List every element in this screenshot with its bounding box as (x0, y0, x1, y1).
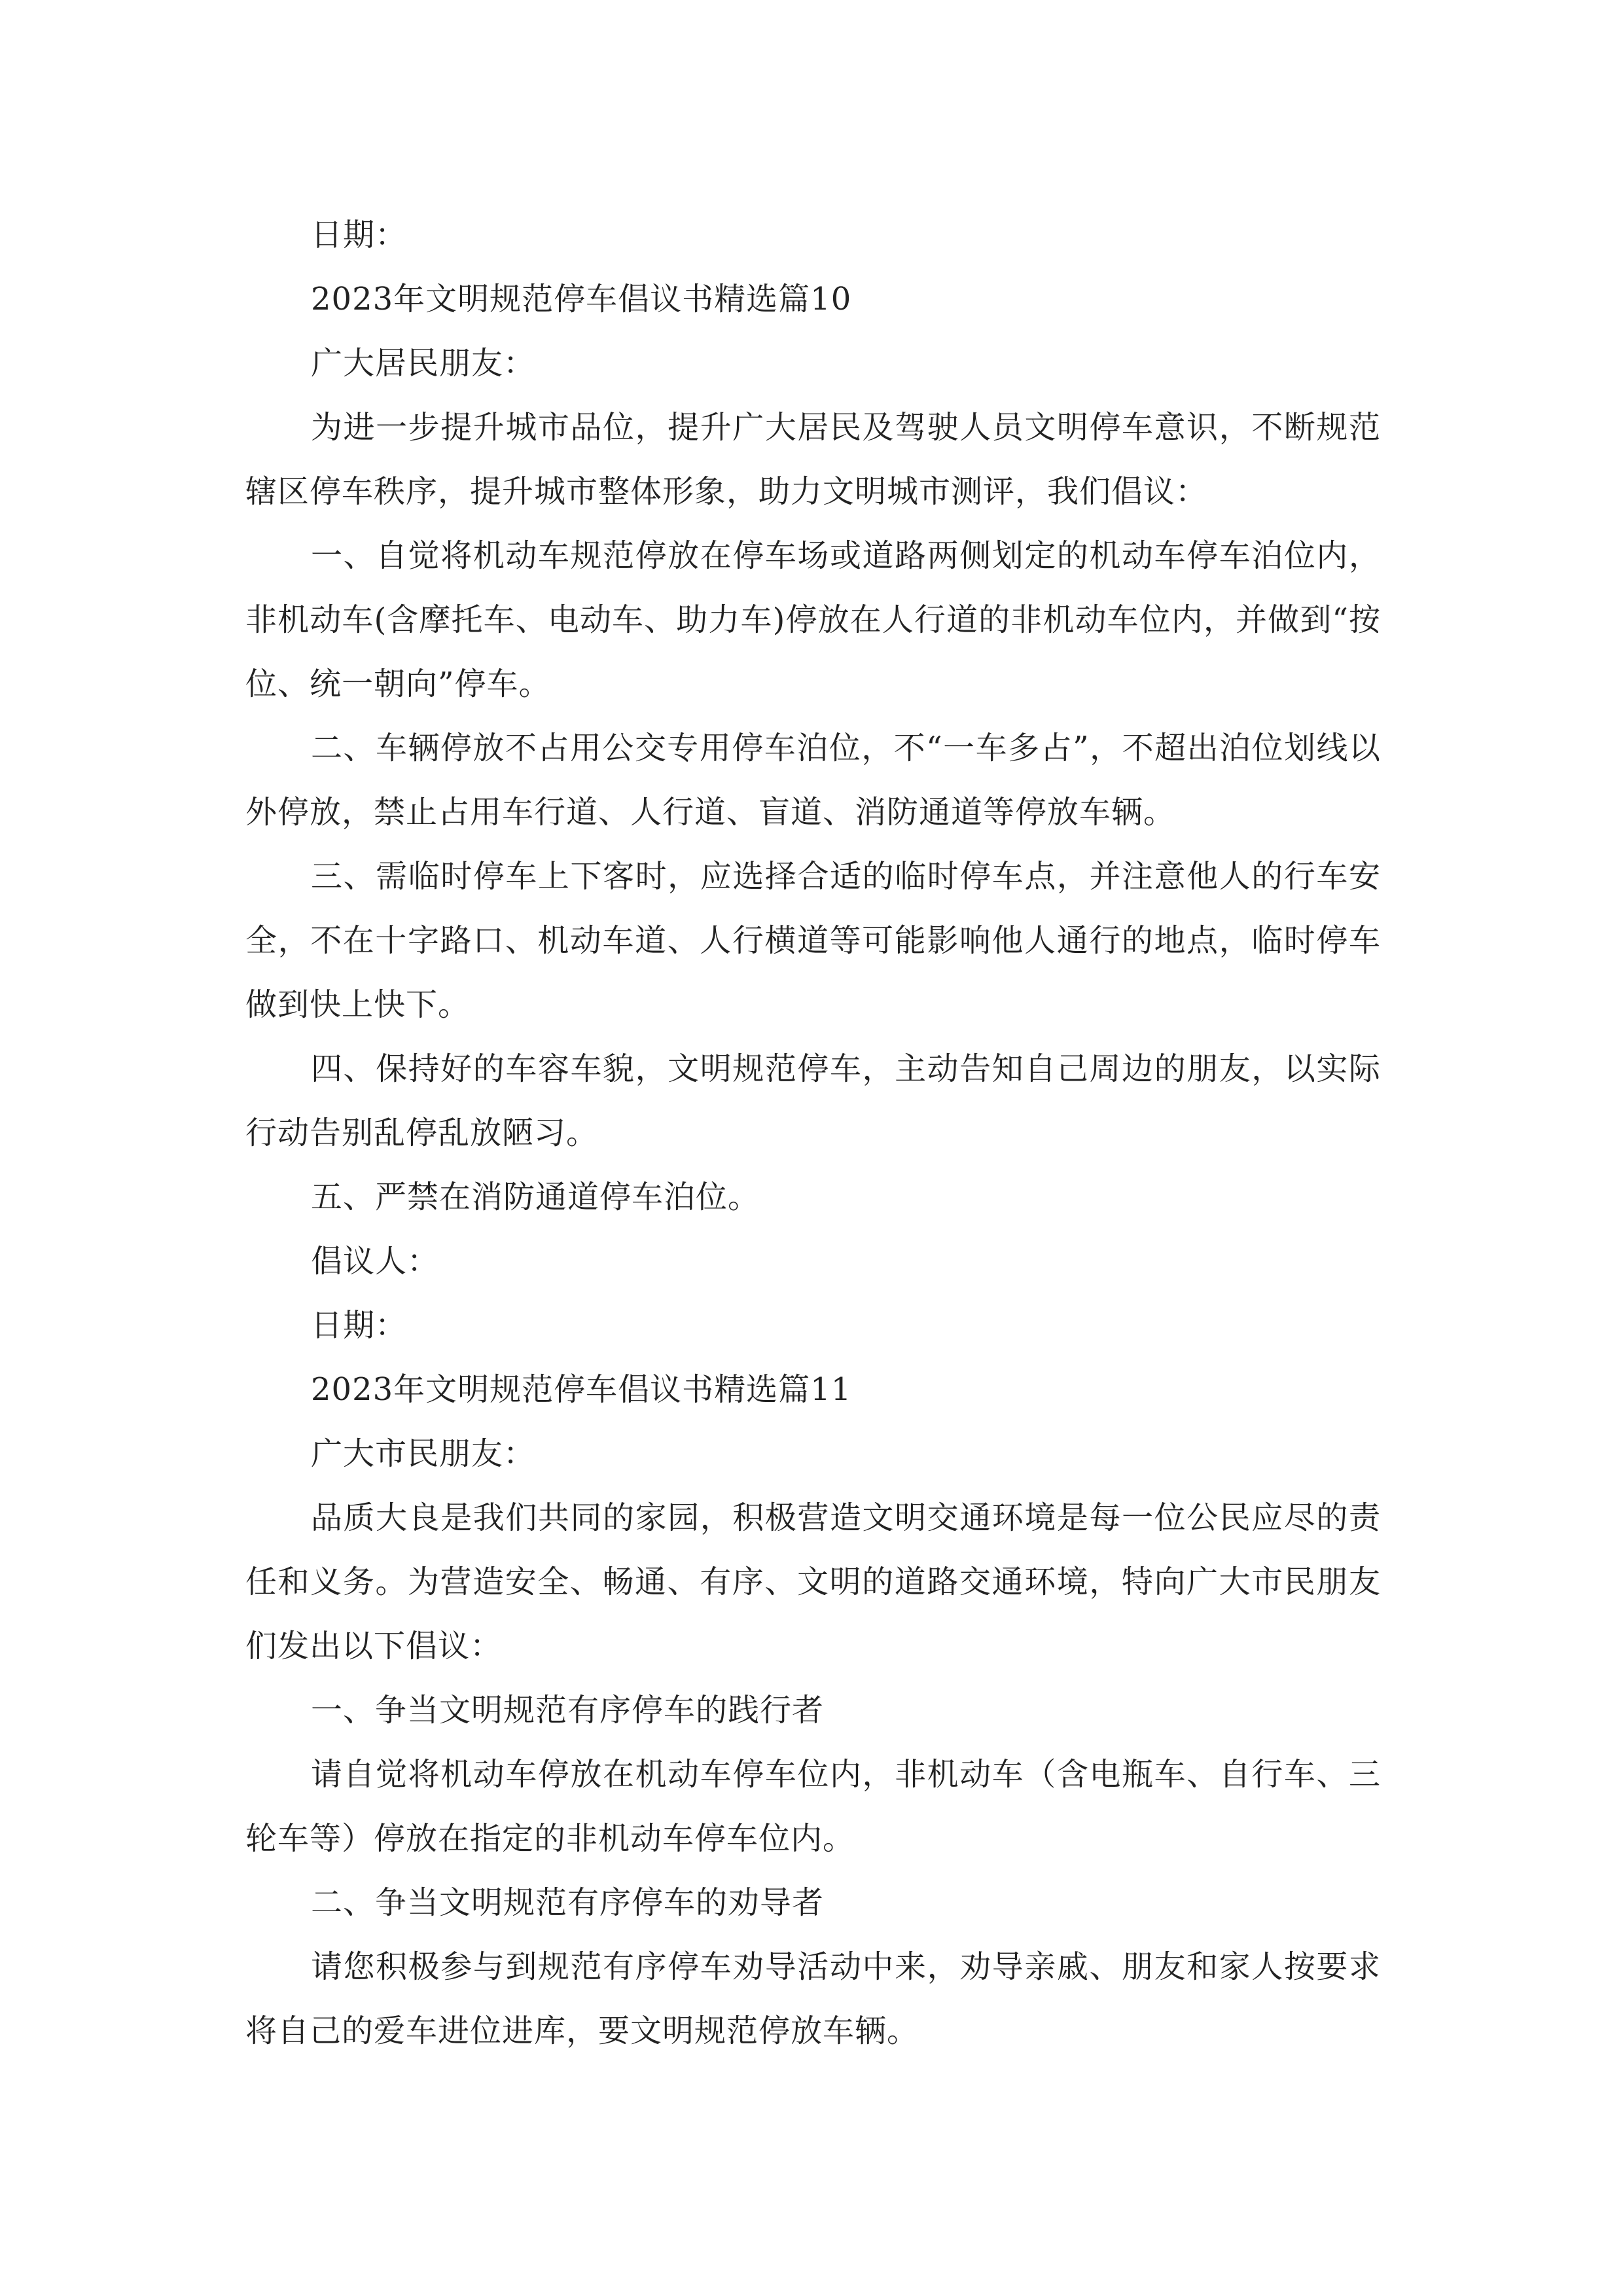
proposal-item-5: 五、严禁在消防通道停车泊位。 (311, 1179, 760, 1215)
intro-paragraph: 为进一步提升城市品位，提升广大居民及驾驶人员文明停车意识，不断规范辖区停车秩序，提升城市整体形象，助力文明城市测评，我们倡议： (245, 409, 1381, 510)
paragraph-advisor: 请您积极参与到规范有序停车劝导活动中来，劝导亲戚、朋友和家人按要求将自己的爱车进位进库，要文明规范停放车辆。 (245, 1948, 1381, 2049)
proposal-item-3: 三、需临时停车上下客时，应选择合适的临时停车点，并注意他人的行车安全，不在十字路口、机动车道、人行横道等可能影响他人通行的地点，临时停车做到快上快下。 (245, 858, 1381, 1023)
proposer-label: 倡议人： (311, 1243, 440, 1280)
section-title-10: 2023年文明规范停车倡议书精选篇10 (311, 281, 852, 317)
paragraph-practitioner: 请自觉将机动车停放在机动车停车位内，非机动车（含电瓶车、自行车、三轮车等）停放在指定的非机动车停车位内。 (245, 1756, 1381, 1857)
intro-paragraph-2: 品质大良是我们共同的家园，积极营造文明交通环境是每一位公民应尽的责任和义务。为营造安全、畅通、有序、文明的道路交通环境，特向广大市民朋友们发出以下倡议： (245, 1499, 1381, 1664)
section-title-11: 2023年文明规范停车倡议书精选篇11 (311, 1371, 852, 1408)
date-label-2: 日期： (311, 1307, 408, 1344)
proposal-item-1: 一、自觉将机动车规范停放在停车场或道路两侧划定的机动车停车泊位内，非机动车(含摩托车、电动车、助力车)停放在人行道的非机动车位内，并做到“按位、统一朝向”停车。 (245, 537, 1381, 702)
heading-practitioner: 一、争当文明规范有序停车的践行者 (311, 1692, 825, 1729)
proposal-item-4: 四、保持好的车容车貌，文明规范停车，主动告知自己周边的朋友，以实际行动告别乱停乱放陋习。 (245, 1050, 1381, 1151)
proposal-item-2: 二、车辆停放不占用公交专用停车泊位，不“一车多占”，不超出泊位划线以外停放，禁止占用车行道、人行道、盲道、消防通道等停放车辆。 (245, 730, 1381, 831)
salutation-citizens: 广大市民朋友： (311, 1435, 536, 1472)
document-body (245, 203, 1381, 2063)
heading-advisor: 二、争当文明规范有序停车的劝导者 (311, 1884, 825, 1921)
date-label: 日期： (311, 217, 408, 253)
salutation-residents: 广大居民朋友： (311, 345, 536, 382)
